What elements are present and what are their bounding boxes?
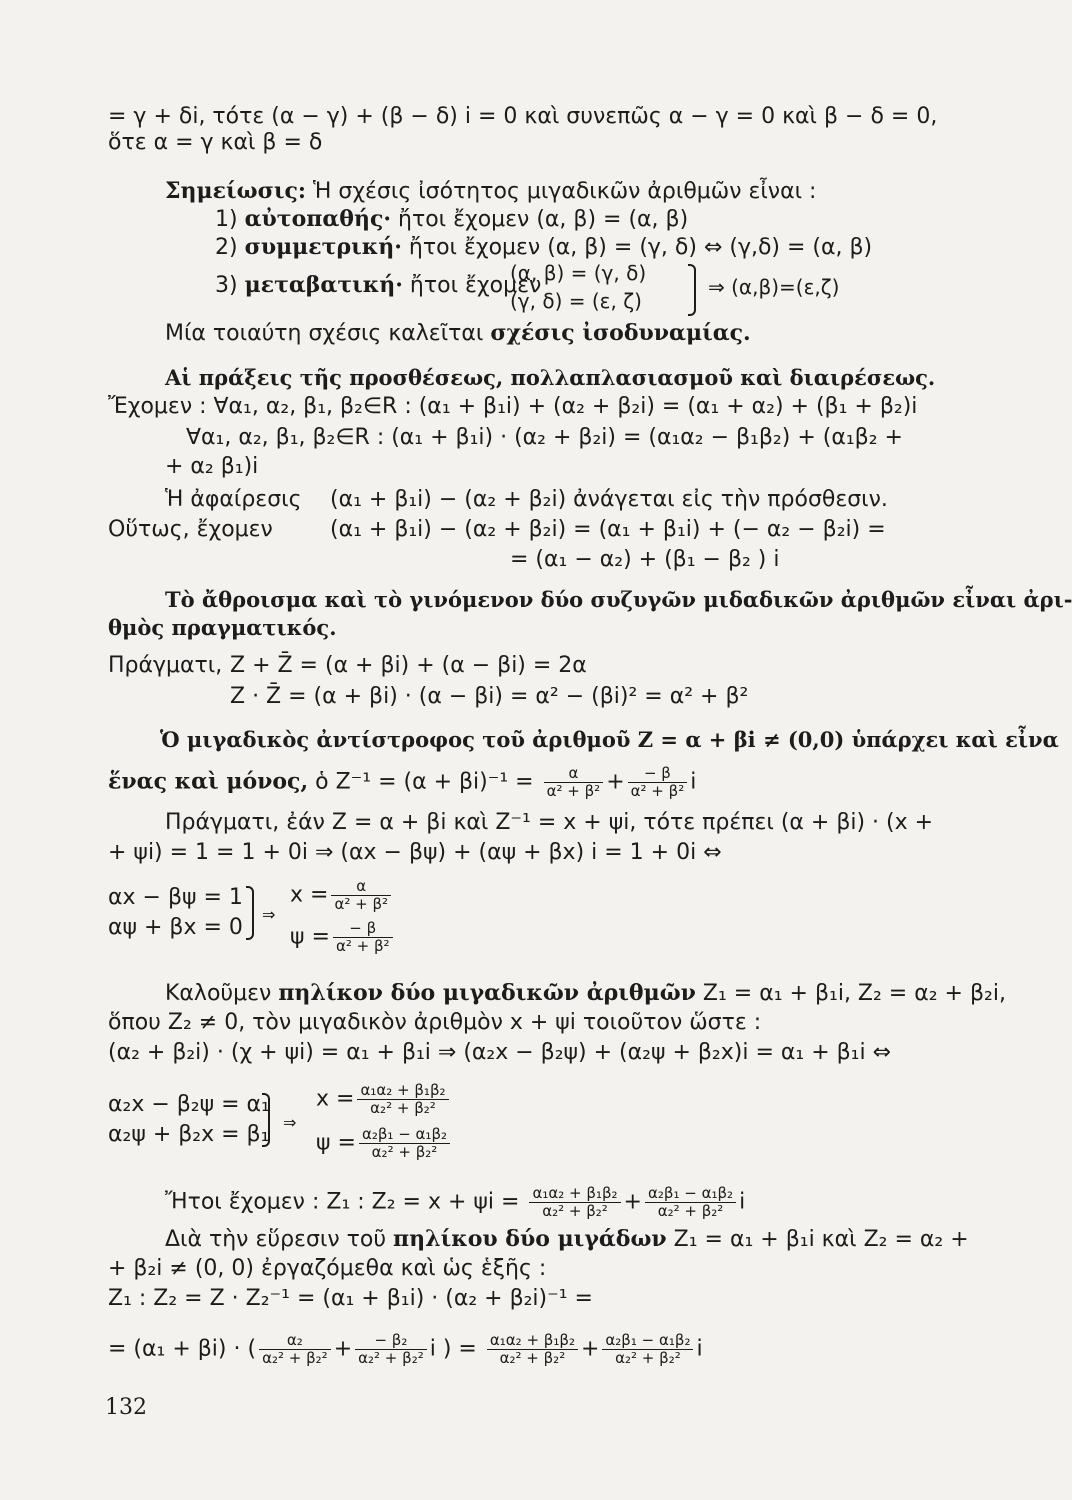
term: σχέσις ἰσοδυναμίας. <box>490 320 751 346</box>
property-text: ἤτοι ἔχομεν <box>402 273 542 298</box>
text-span: Z₁ = α₁ + β₁i καὶ Z₂ = α₂ + <box>666 1227 969 1252</box>
denominator: α₂² + β₂² <box>602 1349 693 1367</box>
denominator: α₂² + β₂² <box>357 1099 448 1117</box>
formula-line: (α₁ + β₁i) − (α₂ + β₂i) = (α₁ + β₁i) + (− α₂ − β₂i) = <box>330 517 886 542</box>
property-name: αὐτοπαθής· <box>244 206 392 232</box>
property-name: μεταβατική· <box>244 272 403 298</box>
formula-line <box>165 1185 745 1220</box>
system-eq: αψ + βx = 0 <box>108 915 243 940</box>
formula-line: Ἔχομεν : ∀α₁, α₂, β₁, β₂∈R : (α₁ + β₁i) + (α₂ + β₂i) = (α₁ + α₂) + (β₁ + β₂)i <box>108 394 918 419</box>
property-name: συμμετρική· <box>244 234 402 260</box>
property-3-result: ⇒ (α,β)=(ε,ζ) <box>708 275 840 299</box>
solution-y <box>290 920 396 955</box>
theorem-line: Ὁ μιγαδικὸς ἀντίστροφος τοῦ ἀριθμοῦ Z = α + βi ≠ (0,0) ὑπάρχει καὶ εἶνα <box>160 727 1059 752</box>
lhs: ψ = <box>316 1130 356 1156</box>
fraction <box>259 1332 331 1367</box>
numerator: − β <box>349 919 377 937</box>
text-line <box>165 320 751 347</box>
imag-unit: i <box>696 1336 703 1362</box>
fraction <box>487 1332 578 1367</box>
fraction <box>333 920 393 955</box>
property-text: ἤτοι ἔχομεν (α, β) = (γ, δ) ⇔ (γ,δ) = (α, β) <box>401 235 873 260</box>
text-line: Πράγματι, <box>108 653 223 678</box>
text-line: = γ + δi, τότε (α − γ) + (β − δ) i = 0 καὶ συνεπῶς α − γ = 0 καὶ β − δ = 0, <box>108 104 938 129</box>
implies-icon: ⇒ <box>262 905 276 924</box>
numerator: α₂β₁ − α₁β₂ <box>605 1331 691 1349</box>
fraction <box>357 1082 448 1117</box>
denominator: α² + β² <box>333 937 393 955</box>
text-line: ὅτε α = γ καὶ β = δ <box>108 130 323 155</box>
text-line: ὅπου Z₂ ≠ 0, τὸν μιγαδικὸν ἀριθμὸν x + ψi τοιοῦτον ὥστε : <box>108 1010 762 1035</box>
system-eq: α₂x − β₂ψ = α₁ <box>108 1092 270 1117</box>
denominator: α² + β² <box>544 782 604 800</box>
text-span: Μία τοιαύτη σχέσις καλεῖται <box>165 321 491 346</box>
lhs: ψ = <box>290 924 330 950</box>
brace-icon <box>246 886 254 940</box>
note-line <box>165 178 816 205</box>
solution-x <box>316 1082 452 1117</box>
numerator: − β₂ <box>374 1331 408 1349</box>
text-span: ὁ Z⁻¹ = (α + βi)⁻¹ = <box>308 769 534 795</box>
page-number: 132 <box>105 1395 147 1420</box>
property-number: 2) <box>215 235 238 260</box>
formula-line: Z + Z̄ = (α + βi) + (α − βi) = 2α <box>230 653 587 678</box>
text-span: = (α₁ + βi) · ( <box>108 1336 257 1362</box>
formula-line <box>108 1332 703 1367</box>
fraction <box>331 878 391 913</box>
fraction <box>359 1126 450 1161</box>
imag-unit: i <box>690 769 697 795</box>
formula-line: Πράγματι, ἐάν Z = α + βi καὶ Z⁻¹ = x + ψi, τότε πρέπει (α + βi) · (x + <box>165 810 934 835</box>
section-heading: Αἱ πράξεις τῆς προσθέσεως, πολλαπλασιασμοῦ καὶ διαιρέσεως. <box>165 365 936 390</box>
formula-line: + ψi) = 1 = 1 + 0i ⇒ (αx − βψ) + (αψ + βx) i = 1 + 0i ⇔ <box>108 840 722 865</box>
formula-line: (α₂ + β₂i) · (χ + ψi) = α₁ + β₁i ⇒ (α₂x − β₂ψ) + (α₂ψ + β₂x)i = α₁ + β₁i ⇔ <box>108 1040 892 1065</box>
property-number: 1) <box>215 207 238 232</box>
solution-x <box>290 878 394 913</box>
lhs: x = <box>290 882 329 908</box>
formula-line: Z · Z̄ = (α + βi) · (α − βi) = α² − (βi)² = α² + β² <box>230 684 749 709</box>
term: πηλίκον δύο μιγαδικῶν ἀριθμῶν <box>278 980 696 1006</box>
denominator: α₂² + β₂² <box>355 1349 427 1367</box>
fraction <box>355 1332 427 1367</box>
numerator: α <box>356 877 367 895</box>
note-text: Ἡ σχέσις ἰσότητος μιγαδικῶν ἀριθμῶν εἶναι : <box>306 179 817 204</box>
operator: + <box>606 769 625 795</box>
property-1 <box>215 206 688 233</box>
denominator: α² + β² <box>331 895 391 913</box>
property-3 <box>215 272 541 299</box>
numerator: α₁α₂ + β₁β₂ <box>360 1081 446 1099</box>
property-3-premise-2: (γ, δ) = (ε, ζ) <box>510 289 642 313</box>
fraction <box>645 1185 736 1220</box>
brace-icon <box>262 1093 270 1147</box>
formula-line: (α₁ + β₁i) − (α₂ + β₂i) ἀνάγεται εἰς τὴν πρόσθεσιν. <box>330 487 888 512</box>
fraction <box>602 1332 693 1367</box>
operator: + <box>333 1336 353 1362</box>
text-span: Καλοῦμεν <box>165 981 279 1006</box>
term: ἕνας καὶ μόνος, <box>108 768 309 795</box>
property-2 <box>215 234 872 261</box>
formula-line: ∀α₁, α₂, β₁, β₂∈R : (α₁ + β₁i) · (α₂ + β₂i) = (α₁α₂ − β₁β₂) + (α₁β₂ + <box>186 425 903 450</box>
numerator: α₁α₂ + β₁β₂ <box>532 1184 618 1202</box>
text-span: Ἤτοι ἔχομεν : Z₁ : Z₂ = x + ψi = <box>165 1189 520 1215</box>
lhs: x = <box>316 1086 355 1112</box>
denominator: α₂² + β₂² <box>487 1349 578 1367</box>
text-line: Ἡ ἀφαίρεσις <box>165 487 302 512</box>
numerator: α <box>568 764 579 782</box>
text-line <box>165 1226 969 1253</box>
denominator: α₂² + β₂² <box>529 1202 620 1220</box>
system-eq: α₂ψ + β₂x = β₁ <box>108 1122 270 1147</box>
fraction <box>529 1185 620 1220</box>
property-text: ἤτοι ἔχομεν (α, β) = (α, β) <box>391 207 689 232</box>
formula-line <box>108 765 696 800</box>
text-span: Z₁ = α₁ + β₁i, Z₂ = α₂ + β₂i, <box>695 981 1006 1006</box>
text-span: i ) = <box>429 1336 477 1362</box>
property-number: 3) <box>215 273 238 298</box>
formula-line: = (α₁ − α₂) + (β₁ − β₂ ) i <box>510 547 780 572</box>
formula-line: + α₂ β₁)i <box>165 454 259 479</box>
operator: + <box>623 1189 642 1215</box>
fraction <box>628 765 688 800</box>
denominator: α₂² + β₂² <box>645 1202 736 1220</box>
system-eq: αx − βψ = 1 <box>108 885 243 910</box>
denominator: α₂² + β₂² <box>359 1143 450 1161</box>
numerator: α₁α₂ + β₁β₂ <box>489 1331 575 1349</box>
numerator: α₂β₁ − α₁β₂ <box>361 1125 448 1143</box>
numerator: − β <box>643 764 671 782</box>
denominator: α² + β² <box>628 782 688 800</box>
fraction <box>544 765 604 800</box>
text-line: Οὕτως, ἔχομεν <box>108 517 273 542</box>
implies-icon: ⇒ <box>283 1113 297 1132</box>
theorem-line: θμὸς πραγματικός. <box>108 615 337 640</box>
text-line: + β₂i ≠ (0, 0) ἐργαζόμεθα καὶ ὡς ἑξῆς : <box>108 1256 547 1281</box>
solution-y <box>316 1126 453 1161</box>
theorem-line: Τὸ ἄθροισμα καὶ τὸ γινόμενον δύο συζυγῶν μιδαδικῶν ἀριθμῶν εἶναι ἀρι- <box>165 587 1072 612</box>
numerator: α₂β₁ − α₁β₂ <box>647 1184 734 1202</box>
term: πηλίκου δύο μιγάδων <box>393 1226 667 1252</box>
text-line <box>165 980 1006 1007</box>
denominator: α₂² + β₂² <box>259 1349 331 1367</box>
property-3-premise-1: (α, β) = (γ, δ) <box>510 261 647 285</box>
formula-line: Z₁ : Z₂ = Z · Z₂⁻¹ = (α₁ + β₁i) · (α₂ + β₂i)⁻¹ = <box>108 1286 593 1311</box>
text-span: Διὰ τὴν εὕρεσιν τοῦ <box>165 1227 394 1252</box>
numerator: α₂ <box>286 1331 303 1349</box>
note-heading: Σημείωσις: <box>165 178 307 204</box>
operator: + <box>580 1336 600 1362</box>
imag-unit: i <box>739 1189 746 1215</box>
brace-icon <box>688 264 696 316</box>
